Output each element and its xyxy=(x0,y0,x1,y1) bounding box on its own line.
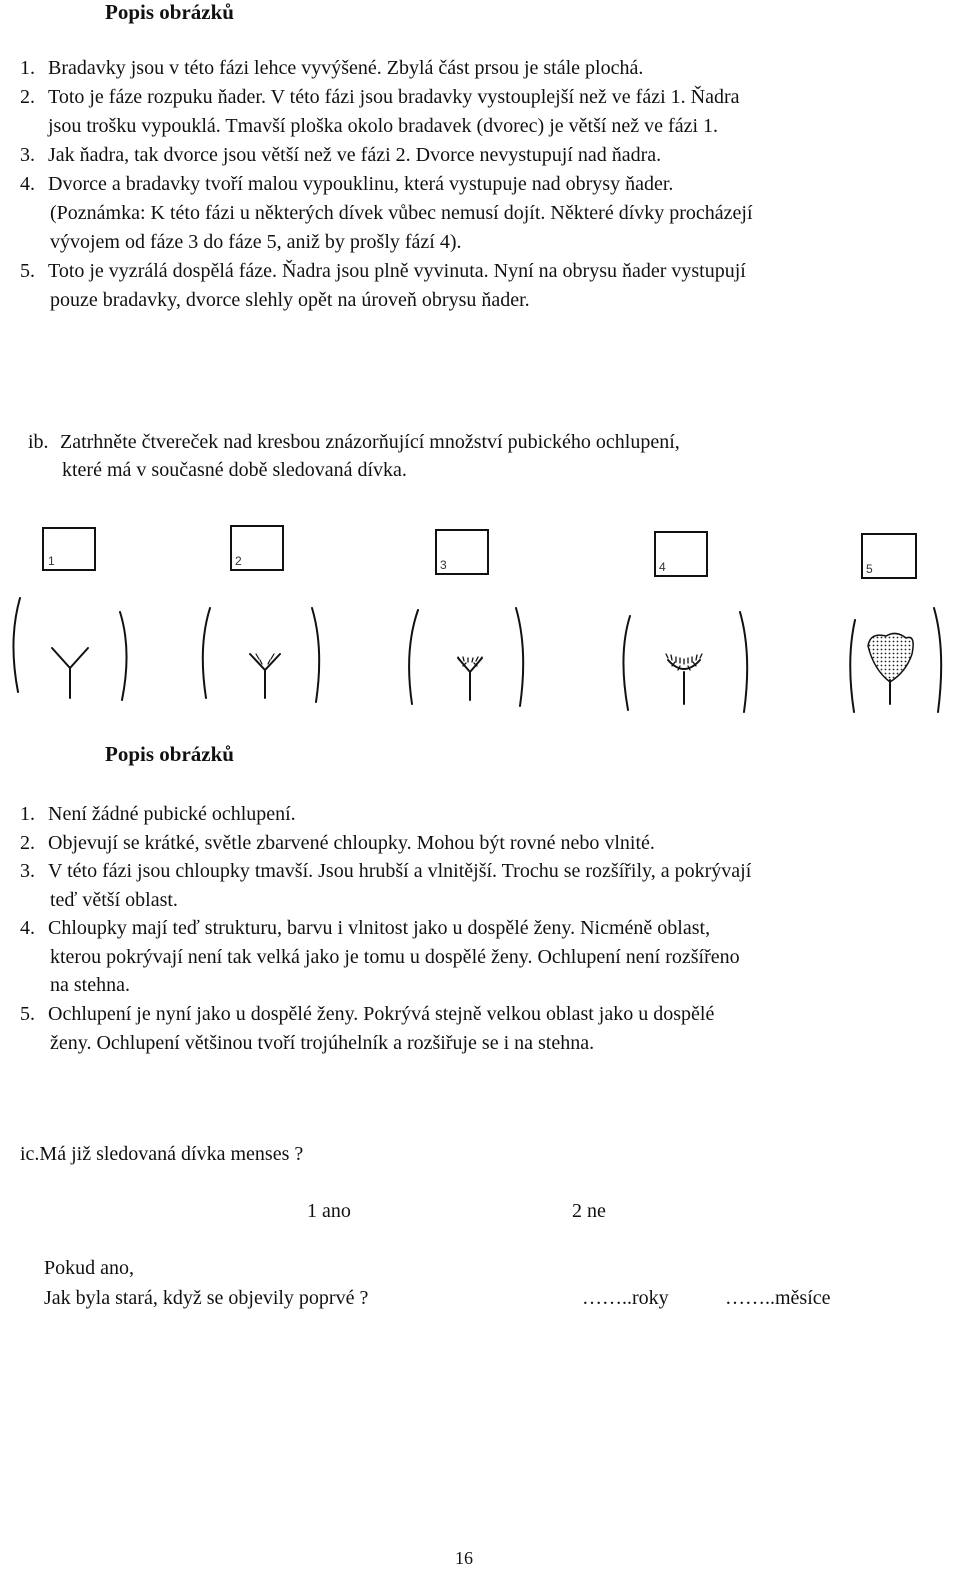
question-ib-text: Zatrhněte čtvereček nad kresbou znázorňující množství pubického ochlupení, xyxy=(60,431,680,453)
list-item-text: Objevují se krátké, světle zbarvené chloupky. Mohou být rovné nebo vlnité. xyxy=(48,832,655,854)
question-ic-text: ic.Má již sledovaná dívka menses ? xyxy=(20,1143,304,1165)
list-item-num: 5. xyxy=(20,260,35,282)
stage-4-number: 4 xyxy=(659,560,666,574)
list-item-num: 4. xyxy=(20,917,35,939)
page-number: 16 xyxy=(455,1548,473,1568)
option-ne[interactable]: 2 ne xyxy=(572,1200,606,1222)
list-item-text: Toto je fáze rozpuku ňader. V této fázi jsou bradavky vystouplejší než ve fázi 1. Ňadra xyxy=(48,86,740,108)
list-item-num: 2. xyxy=(20,832,35,854)
list-item-text: Jak ňadra, tak dvorce jsou větší než ve fázi 2. Dvorce nevystupují nad ňadra. xyxy=(48,144,662,166)
list-item-text: na stehna. xyxy=(50,974,130,996)
stage-4-drawing xyxy=(623,612,747,712)
stage-2-number: 2 xyxy=(235,554,242,568)
section2-heading: Popis obrázků xyxy=(105,742,234,766)
list-item-num: 2. xyxy=(20,86,35,108)
list-item-text: Chloupky mají teď strukturu, barvu i vlnitost jako u dospělé ženy. Nicméně oblast, xyxy=(48,917,711,939)
list-item-text: V této fázi jsou chloupky tmavší. Jsou hrubší a vlnitější. Trochu se rozšířily, a pokrývají xyxy=(48,860,752,882)
list-item-text: pouze bradavky, dvorce slehly opět na úroveň obrysu ňader. xyxy=(50,289,530,311)
list-item-num: 4. xyxy=(20,173,35,195)
question-ib-text: které má v současné době sledovaná dívka. xyxy=(62,459,407,481)
section1-heading: Popis obrázků xyxy=(105,0,234,24)
pubic-hair-stages-figure xyxy=(0,520,960,730)
stage-3-number: 3 xyxy=(440,558,447,572)
stage-1-drawing xyxy=(13,598,126,700)
list-item-text: teď větší oblast. xyxy=(50,889,178,911)
list-item-text: ženy. Ochlupení většinou tvoří trojúhelník a rozšiřuje se i na stehna. xyxy=(50,1032,595,1054)
question-ib-label: ib. xyxy=(28,431,49,453)
list-item-text: kterou pokrývají není tak velká jako je tomu u dospělé ženy. Ochlupení není rozšířeno xyxy=(50,946,740,968)
stage-2-drawing xyxy=(203,608,319,702)
list-item-num: 3. xyxy=(20,144,35,166)
list-item-num: 5. xyxy=(20,1003,35,1025)
list-item-text: Dvorce a bradavky tvoří malou vypouklinu, která vystupuje nad obrysy ňader. xyxy=(48,173,674,195)
list-item-text: Toto je vyzrálá dospělá fáze. Ňadra jsou plně vyvinuta. Nyní na obrysu ňader vystupují xyxy=(48,260,746,282)
list-item-text: vývojem od fáze 3 do fáze 5, aniž by prošly fází 4). xyxy=(50,231,462,253)
list-item-text: Ochlupení je nyní jako u dospělé ženy. Pokrývá stejně velkou oblast jako u dospělé xyxy=(48,1003,715,1025)
age-question: Jak byla stará, když se objevily poprvé ? xyxy=(44,1287,369,1309)
if-yes-label: Pokud ano, xyxy=(44,1257,134,1279)
list-item-num: 1. xyxy=(20,803,35,825)
years-blank-field[interactable]: ……..roky xyxy=(582,1287,669,1309)
stage-3-drawing xyxy=(409,608,523,706)
stage-1-number: 1 xyxy=(48,554,55,568)
list-item-num: 1. xyxy=(20,57,35,79)
option-ano[interactable]: 1 ano xyxy=(307,1200,351,1222)
list-item-text: Není žádné pubické ochlupení. xyxy=(48,803,296,825)
list-item-num: 3. xyxy=(20,860,35,882)
months-blank-field[interactable]: ……..měsíce xyxy=(725,1287,831,1309)
list-item-text: jsou trošku vypouklá. Tmavší ploška okolo bradavek (dvorec) je větší než ve fázi 1. xyxy=(48,115,719,137)
stage-5-number: 5 xyxy=(866,562,873,576)
list-item-text: Bradavky jsou v této fázi lehce vyvýšené. Zbylá část prsou je stále plochá. xyxy=(48,57,644,79)
list-item-text: (Poznámka: K této fázi u některých dívek vůbec nemusí dojít. Některé dívky procházejí xyxy=(50,202,753,224)
stage-5-drawing xyxy=(850,608,941,712)
